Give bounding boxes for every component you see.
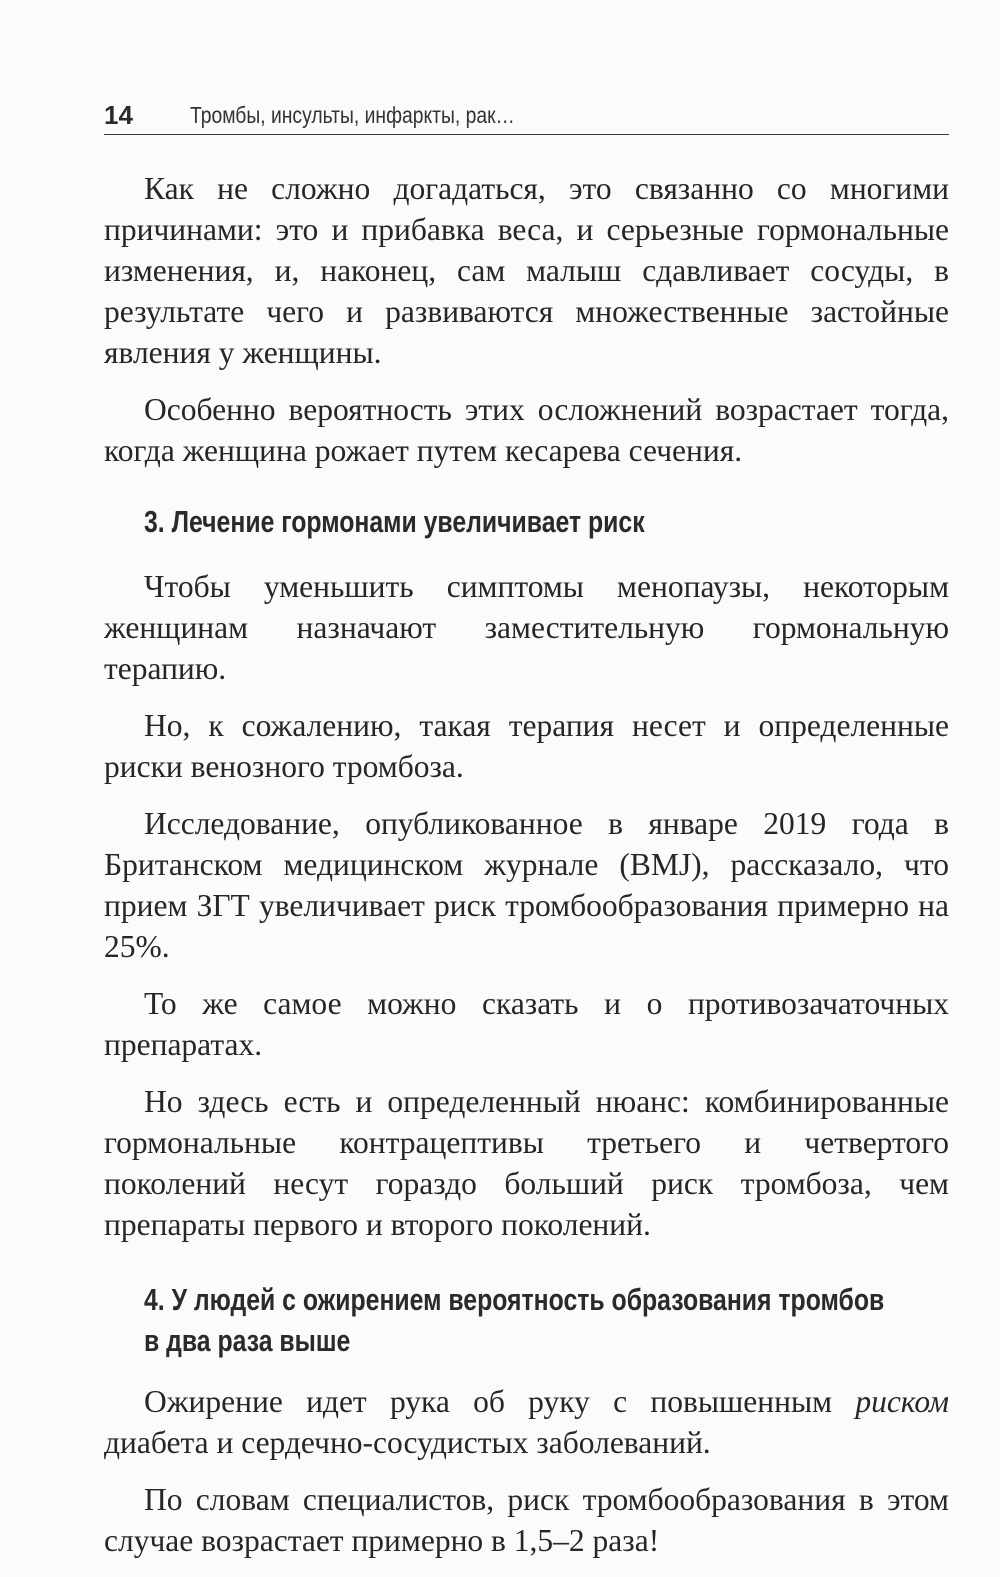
paragraph: Но, к сожалению, такая терапия несет и определенные риски венозного тромбоза.	[104, 708, 949, 784]
paragraph: То же самое можно сказать и о противозачаточных препаратах.	[104, 986, 949, 1062]
section-heading-4	[144, 1279, 944, 1361]
section-heading-4-line2: в два раза выше	[144, 1323, 351, 1358]
paragraph: Чтобы уменьшить симптомы менопаузы, некоторым женщинам назначают заместительную гормональную терапию.	[104, 569, 949, 686]
paragraph: По словам специалистов, риск тромбообразования в этом случае возрастает примерно в 1,5–2 раза!	[104, 1482, 949, 1558]
paragraph: Но здесь есть и определенный нюанс: комбинированные гормональные контрацептивы третьего и четвертого поколений несут гораздо больший риск тромбоза, чем препараты первого и второго поколений.	[104, 1084, 949, 1242]
paragraph-text: диабета и сердечно-сосудистых заболеваний.	[104, 1425, 711, 1460]
page-number: 14	[104, 100, 133, 130]
running-title: Тромбы, инсульты, инфаркты, рак…	[190, 102, 515, 128]
paragraph-text: Ожирение идет рука об руку с повышенным	[144, 1384, 856, 1419]
italic-word: риском	[855, 1384, 949, 1419]
paragraph: Исследование, опубликованное в январе 2019 года в Британском медицинском журнале (BMJ), рассказало, что прием ЗГТ увеличивает риск тромбообразования примерно на 25%.	[104, 806, 949, 964]
paragraph	[104, 1381, 949, 1463]
section-heading-4-line1: 4. У людей с ожирением вероятность образования тромбов	[144, 1282, 885, 1317]
body-text	[104, 168, 949, 1577]
section-heading-3: 3. Лечение гормонами увеличивает риск	[144, 504, 645, 539]
paragraph: Особенно вероятность этих осложнений возрастает тогда, когда женщина рожает путем кесарева сечения.	[104, 392, 949, 468]
paragraph: Как не сложно догадаться, это связанно со многими причинами: это и прибавка веса, и серьезные гормональные изменения, и, наконец, сам малыш сдавливает сосуды, в результате чего и развиваются множественные застойные явления у женщины.	[104, 171, 949, 370]
running-header	[104, 98, 949, 135]
